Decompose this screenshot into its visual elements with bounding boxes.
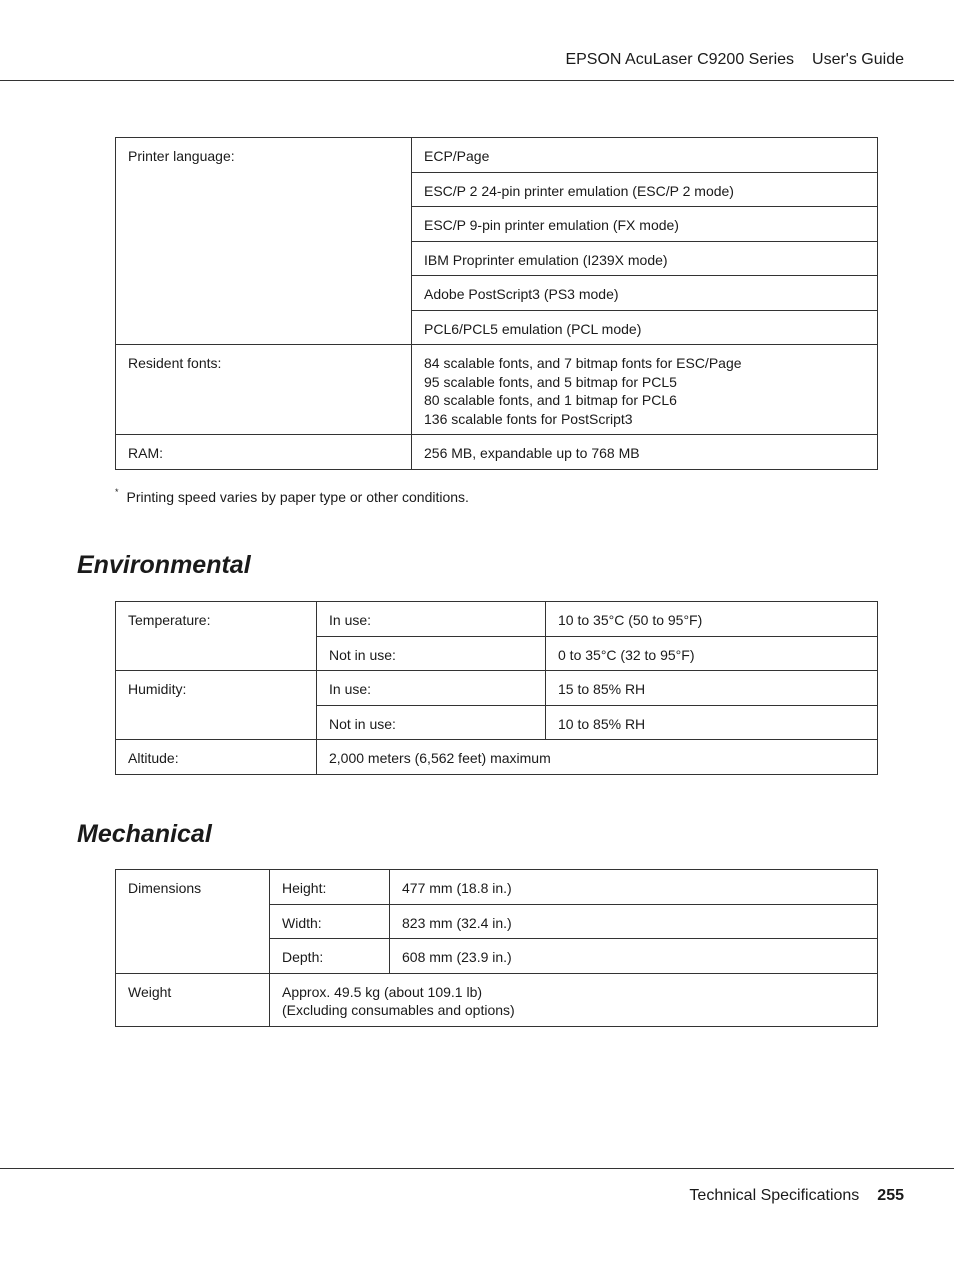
- footnote: [115, 489, 469, 505]
- height-value: 477 mm (18.8 in.): [390, 870, 878, 905]
- width-label: Width:: [270, 904, 390, 939]
- page-header: [565, 51, 904, 69]
- weight-line: Approx. 49.5 kg (about 109.1 lb): [282, 983, 483, 1000]
- width-value: 823 mm (32.4 in.): [390, 904, 878, 939]
- footnote-mark: *: [115, 487, 119, 497]
- environmental-heading: Environmental: [77, 551, 251, 579]
- hum-not-in-use-label: Not in use:: [317, 705, 546, 740]
- weight-value: [270, 973, 878, 1026]
- height-label: Height:: [270, 870, 390, 905]
- weight-line: (Excluding consumables and options): [282, 1002, 515, 1018]
- table-row: [116, 602, 878, 637]
- font-line: 80 scalable fonts, and 1 bitmap for PCL6: [424, 392, 677, 408]
- hum-in-use-value: 15 to 85% RH: [546, 671, 878, 706]
- table-row: [116, 973, 878, 1026]
- header-guide: User's Guide: [812, 51, 904, 68]
- altitude-label: Altitude:: [116, 740, 317, 775]
- printer-language-label: Printer language:: [116, 138, 412, 345]
- font-line: 136 scalable fonts for PostScript3: [424, 410, 633, 427]
- page-footer: [689, 1187, 904, 1205]
- altitude-value: 2,000 meters (6,562 feet) maximum: [317, 740, 878, 775]
- font-line: 84 scalable fonts, and 7 bitmap fonts for ESC/Page: [424, 355, 742, 371]
- page-number: 255: [877, 1187, 904, 1204]
- humidity-label: Humidity:: [116, 671, 317, 740]
- table-row: [116, 671, 878, 706]
- depth-value: 608 mm (23.9 in.): [390, 939, 878, 974]
- ram-value: 256 MB, expandable up to 768 MB: [412, 435, 878, 470]
- header-rule: [0, 80, 954, 81]
- mechanical-heading: Mechanical: [77, 820, 212, 848]
- language-item: PCL6/PCL5 emulation (PCL mode): [412, 310, 878, 345]
- table-row: [116, 138, 878, 173]
- table-row: [116, 740, 878, 775]
- temp-not-in-use-label: Not in use:: [317, 636, 546, 671]
- temp-not-in-use-value: 0 to 35°C (32 to 95°F): [546, 636, 878, 671]
- mechanical-table: [115, 869, 878, 1027]
- temperature-label: Temperature:: [116, 602, 317, 671]
- hum-not-in-use-value: 10 to 85% RH: [546, 705, 878, 740]
- table-row: [116, 345, 878, 435]
- language-item: ESC/P 9-pin printer emulation (FX mode): [412, 207, 878, 242]
- environmental-table: [115, 601, 878, 775]
- temp-in-use-value: 10 to 35°C (50 to 95°F): [546, 602, 878, 637]
- language-item: ESC/P 2 24-pin printer emulation (ESC/P 2 mode): [412, 172, 878, 207]
- weight-label: Weight: [116, 973, 270, 1026]
- table-row: [116, 435, 878, 470]
- resident-fonts-value: [412, 345, 878, 435]
- table-row: [116, 870, 878, 905]
- header-product: EPSON AcuLaser C9200 Series: [565, 51, 795, 68]
- footer-section: Technical Specifications: [689, 1187, 860, 1204]
- font-line: 95 scalable fonts, and 5 bitmap for PCL5: [424, 373, 677, 390]
- language-item: IBM Proprinter emulation (I239X mode): [412, 241, 878, 276]
- footer-rule: [0, 1168, 954, 1169]
- hum-in-use-label: In use:: [317, 671, 546, 706]
- resident-fonts-label: Resident fonts:: [116, 345, 412, 435]
- printer-spec-table: [115, 137, 878, 470]
- footnote-text: Printing speed varies by paper type or other conditions.: [126, 489, 469, 505]
- language-item: Adobe PostScript3 (PS3 mode): [412, 276, 878, 311]
- ram-label: RAM:: [116, 435, 412, 470]
- dimensions-label: Dimensions: [116, 870, 270, 974]
- temp-in-use-label: In use:: [317, 602, 546, 637]
- language-item: ECP/Page: [412, 138, 878, 173]
- depth-label: Depth:: [270, 939, 390, 974]
